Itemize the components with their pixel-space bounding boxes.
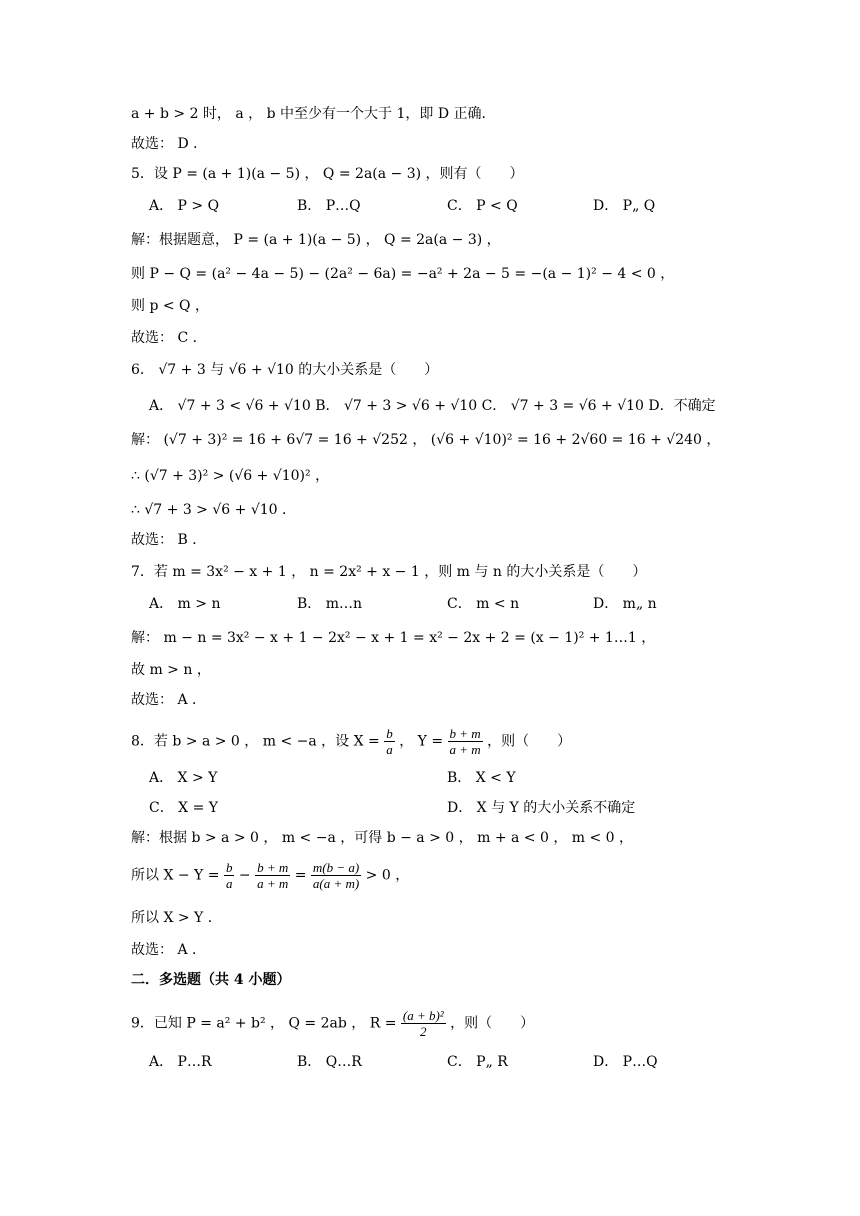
q8-text-mid: ， Y = bbox=[399, 733, 444, 750]
s8-frac3-num: m(b − a) bbox=[312, 860, 360, 875]
s8-fraction-2 bbox=[255, 860, 290, 891]
q7-option-b: B． m…n bbox=[297, 596, 363, 612]
s8-frac2-num: b + m bbox=[257, 860, 289, 875]
q8-frac2-den: a + m bbox=[449, 742, 481, 757]
q6-options: A． √7 + 3 < √6 + √10 B． √7 + 3 > √6 + √10 C． √7 + 3 = √6 + √10 D．不确定 bbox=[149, 398, 716, 414]
q9-option-a: A． P…R bbox=[149, 1054, 212, 1070]
answer-line: 故选： D ． bbox=[131, 136, 208, 152]
q5-solution-1: 解：根据题意， P = (a + 1)(a − 5) ， Q = 2a(a − 3) ， bbox=[131, 232, 501, 248]
q5-option-d: D． P„ Q bbox=[593, 198, 656, 214]
q6-answer: 故选： B ． bbox=[131, 532, 207, 548]
q8-option-d: D． X 与 Y 的大小关系不确定 bbox=[447, 800, 636, 816]
q8-text-post: ，则（ ） bbox=[487, 733, 572, 750]
q8-option-a: A． X > Y bbox=[149, 770, 218, 786]
q7-option-a: A． m > n bbox=[149, 596, 221, 612]
q5-solution-2: 则 P − Q = (a² − 4a − 5) − (2a² − 6a) = −a² + 2a − 5 = −(a − 1)² − 4 < 0 ， bbox=[131, 266, 675, 282]
q8-solution-2 bbox=[131, 860, 409, 891]
s8-frac1-num: b bbox=[225, 860, 233, 875]
q8-fraction-x bbox=[384, 726, 395, 757]
s8-equals: = bbox=[294, 867, 307, 884]
q9-option-d: D． P…Q bbox=[593, 1054, 658, 1070]
q9-option-c: C． P„ R bbox=[447, 1054, 508, 1070]
q7-solution-2: 故 m > n ， bbox=[131, 662, 211, 678]
q7-solution-1: 解： m − n = 3x² − x + 1 − 2x² − x + 1 = x² − 2x + 2 = (x − 1)² + 1…1 ， bbox=[131, 630, 656, 646]
q8-option-b: B． X < Y bbox=[447, 770, 516, 786]
s8-frac3-den: a(a + m) bbox=[312, 876, 360, 891]
q9-frac-den: 2 bbox=[420, 1024, 427, 1039]
q7-option-c: C． m < n bbox=[447, 596, 520, 612]
question-5: 5．设 P = (a + 1)(a − 5) ， Q = 2a(a − 3) ，则有（ ） bbox=[131, 166, 524, 182]
q9-option-b: B． Q…R bbox=[297, 1054, 362, 1070]
q8-frac2-num: b + m bbox=[449, 726, 481, 741]
q6-solution-2: ∴ (√7 + 3)² > (√6 + √10)² ， bbox=[131, 468, 330, 484]
q9-fraction-r bbox=[401, 1008, 446, 1039]
s8-minus: − bbox=[238, 867, 251, 884]
q7-answer: 故选： A ． bbox=[131, 692, 207, 708]
s8-frac2-den: a + m bbox=[257, 876, 289, 891]
question-8 bbox=[131, 726, 571, 757]
s8-fraction-3 bbox=[311, 860, 361, 891]
q6-solution-1: 解： (√7 + 3)² = 16 + 6√7 = 16 + √252 ， (√6 + √10)² = 16 + 2√60 = 16 + √240 ， bbox=[131, 432, 721, 448]
s8-fraction-1 bbox=[224, 860, 235, 891]
q8-frac1-den: a bbox=[386, 742, 393, 757]
question-9 bbox=[131, 1008, 534, 1039]
s8-text-pre: 所以 X − Y = bbox=[131, 867, 220, 884]
q8-solution-3: 所以 X > Y ． bbox=[131, 910, 222, 926]
solution-line-conclusion: a + b > 2 时， a ， b 中至少有一个大于 1，即 D 正确． bbox=[131, 106, 496, 122]
q8-solution-1: 解：根据 b > a > 0 ， m < −a ，可得 b − a > 0 ， m + a < 0 ， m < 0 ， bbox=[131, 830, 634, 846]
section-heading-multi-choice: 二．多选题（共 4 小题） bbox=[131, 972, 291, 988]
q9-text-post: ，则（ ） bbox=[450, 1015, 535, 1032]
q5-solution-3: 则 p < Q ， bbox=[131, 298, 209, 314]
q5-answer: 故选： C ． bbox=[131, 330, 207, 346]
q8-option-c: C． X = Y bbox=[149, 800, 219, 816]
q8-frac1-num: b bbox=[386, 726, 393, 741]
q8-text-pre: 8．若 b > a > 0 ， m < −a ，设 X = bbox=[131, 733, 380, 750]
q5-option-c: C． P < Q bbox=[447, 198, 518, 214]
q8-fraction-y bbox=[448, 726, 483, 757]
q7-option-d: D． m„ n bbox=[593, 596, 657, 612]
q9-text-pre: 9．已知 P = a² + b² ， Q = 2ab ， R = bbox=[131, 1015, 397, 1032]
question-6: 6． √7 + 3 与 √6 + √10 的大小关系是（ ） bbox=[131, 362, 439, 378]
s8-frac1-den: a bbox=[225, 876, 233, 891]
q6-solution-3: ∴ √7 + 3 > √6 + √10 ． bbox=[131, 502, 296, 518]
q5-option-a: A． P > Q bbox=[149, 198, 220, 214]
q8-answer: 故选： A ． bbox=[131, 942, 207, 958]
s8-text-post: > 0 ， bbox=[365, 867, 410, 884]
question-7: 7．若 m = 3x² − x + 1 ， n = 2x² + x − 1 ，则 m 与 n 的大小关系是（ ） bbox=[131, 564, 647, 580]
q5-option-b: B． P…Q bbox=[297, 198, 361, 214]
q9-frac-num: (a + b)² bbox=[402, 1008, 444, 1023]
